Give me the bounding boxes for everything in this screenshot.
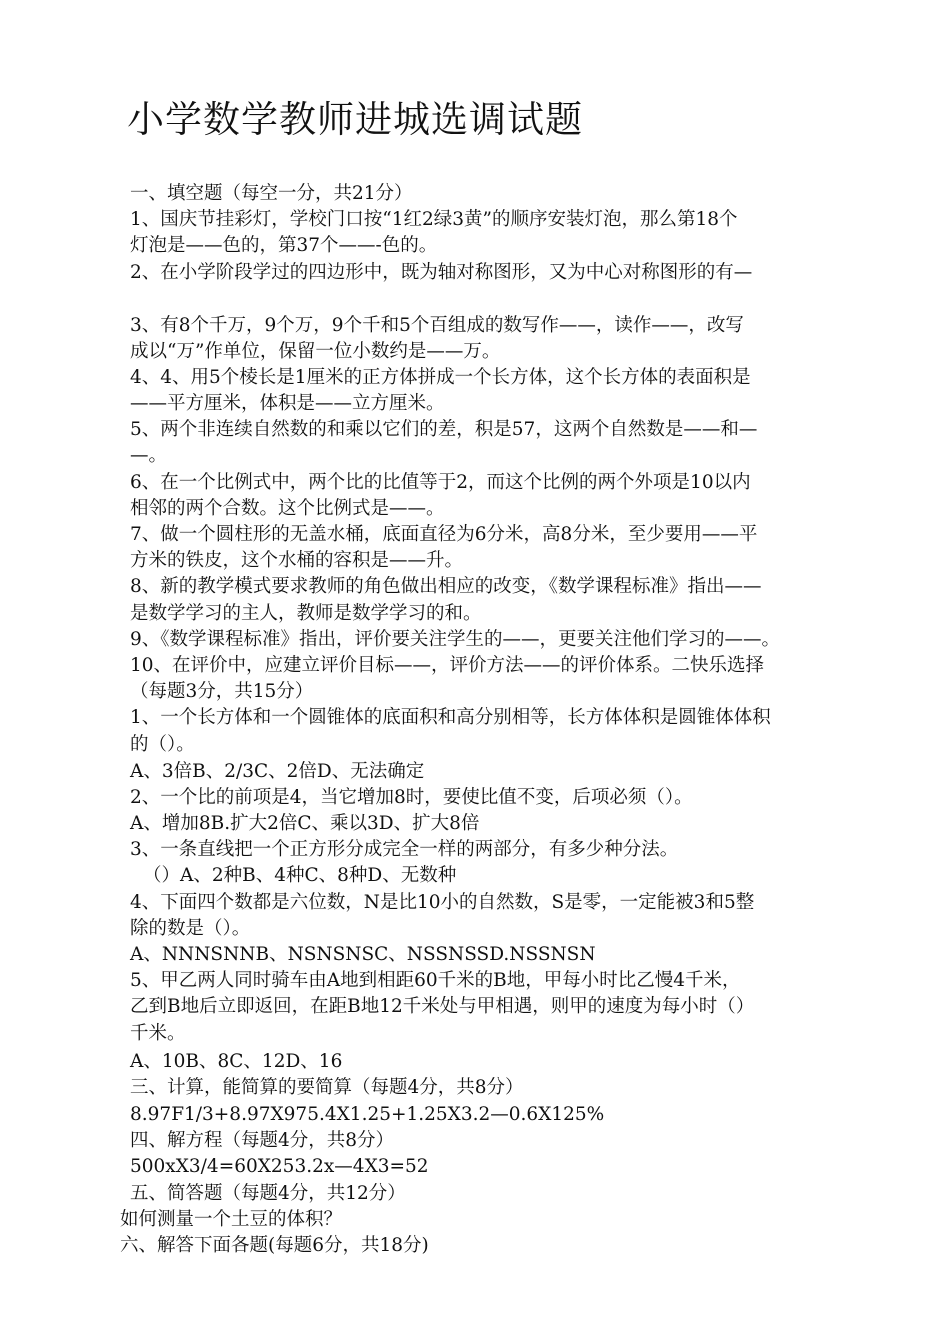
answer-options: A、增加8B.扩大2倍C、乘以3D、扩大8倍 — [130, 813, 480, 834]
formula-line: 500xX3/4=60X253.2x—4X3=52 — [130, 1156, 429, 1177]
answer-options: A、3倍B、2/3C、2倍D、无法确定 — [130, 761, 425, 782]
question-line: 乙到B地后立即返回，在距B地12千米处与甲相遇，则甲的速度为每小时（） — [130, 996, 755, 1017]
question-line: ——平方厘米，体积是——立方厘米。 — [130, 393, 445, 414]
section-heading: 四、解方程（每题4分，共8分） — [130, 1130, 395, 1151]
section-heading: （每题3分，共15分） — [130, 681, 314, 702]
section-heading: 五、简答题（每题4分，共12分） — [130, 1183, 406, 1204]
formula-line: 8.97F1/3+8.97X975.4X1.25+1.25X3.2—0.6X125% — [130, 1104, 605, 1125]
question-line: 9、《数学课程标准》指出，评价要关注学生的——，更要关注他们学习的——。 — [130, 629, 781, 650]
question-line: 4、下面四个数都是六位数，N是比10小的自然数，S是零，一定能被3和5整 — [130, 892, 755, 913]
section-heading: 六、解答下面各题(每题6分，共18分) — [120, 1235, 429, 1256]
question-line: 如何测量一个土豆的体积？ — [120, 1209, 343, 1230]
question-line: 方米的铁皮，这个水桶的容积是——升。 — [130, 550, 464, 571]
question-line: 8、新的教学模式要求教师的角色做出相应的改变，《数学课程标准》指出—— — [130, 576, 762, 597]
question-line: 成以“万”作单位，保留一位小数约是——万。 — [130, 341, 501, 362]
question-line: 6、在一个比例式中，两个比的比值等于2，而这个比例的两个外项是10以内 — [130, 472, 751, 493]
question-line: 灯泡是——色的，第37个——-色的。 — [130, 235, 438, 256]
question-line: 7、做一个圆柱形的无盖水桶，底面直径为6分米，高8分米，至少要用——平 — [130, 524, 758, 545]
question-line: 1、国庆节挂彩灯，学校门口按“1红2绿3黄”的顺序安装灯泡，那么第18个 — [130, 209, 738, 230]
question-line: 5、两个非连续自然数的和乘以它们的差，积是57，这两个自然数是——和— — [130, 419, 758, 440]
question-line: 除的数是（）。 — [130, 918, 251, 939]
section-heading: 一、填空题（每空一分，共21分） — [130, 183, 413, 204]
answer-options: （）A、2种B、4种C、8种D、无数种 — [143, 865, 457, 886]
document-title: 小学数学教师进城选调试题 — [127, 98, 583, 141]
section-heading: 三、计算，能简算的要简算（每题4分，共8分） — [130, 1077, 524, 1098]
question-line: 3、有8个千万，9个万，9个千和5个百组成的数写作——，读作——，改写 — [130, 315, 744, 336]
question-line: 2、在小学阶段学过的四边形中，既为轴对称图形，又为中心对称图形的有— — [130, 262, 753, 283]
question-line: 4、4、用5个棱长是1厘米的正方体拼成一个长方体，这个长方体的表面积是 — [130, 367, 751, 388]
question-line: 千米。 — [130, 1023, 186, 1044]
question-line: 是数学学习的主人，教师是数学学习的和。 — [130, 603, 482, 624]
question-line: 5、甲乙两人同时骑车由A地到相距60千米的B地，甲每小时比乙慢4千米， — [130, 970, 741, 991]
question-line: 相邻的两个合数。这个比例式是——。 — [130, 498, 445, 519]
question-line: 1、一个长方体和一个圆锥体的底面积和高分别相等，长方体体积是圆锥体体积 — [130, 707, 771, 728]
question-line: —。 — [130, 445, 168, 466]
question-line: 3、一条直线把一个正方形分成完全一样的两部分，有多少种分法。 — [130, 839, 679, 860]
question-line: 10、在评价中，应建立评价目标——，评价方法——的评价体系。二快乐选择 — [130, 655, 765, 676]
answer-options: A、NNNSNNB、NSNSNSC、NSSNSSD.NSSNSN — [130, 944, 596, 965]
answer-options: A、10B、8C、12D、16 — [130, 1051, 343, 1072]
question-line: 2、一个比的前项是4，当它增加8时，要使比值不变，后项必须（）。 — [130, 787, 693, 808]
question-line: 的（）。 — [130, 734, 195, 755]
